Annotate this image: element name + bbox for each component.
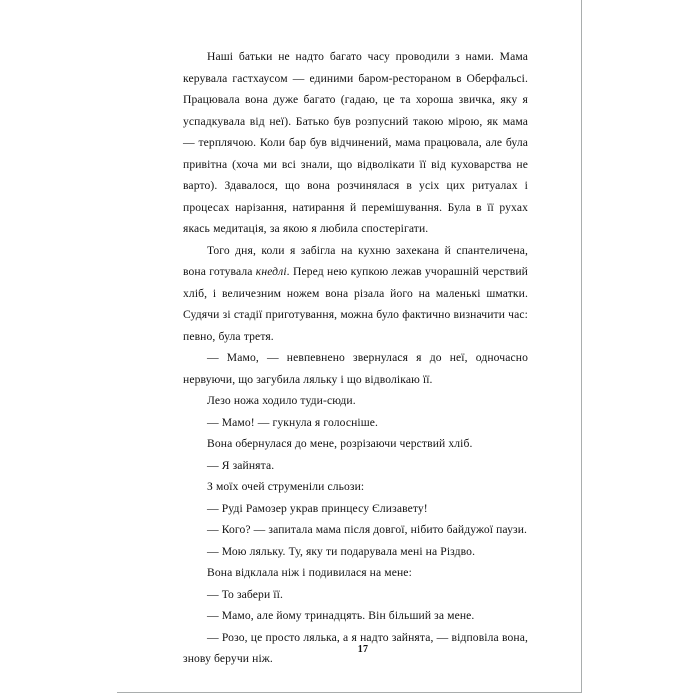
- paragraph-8: З моїх очей струменіли сльози:: [207, 480, 365, 493]
- paragraph-6: Вона обернулася до мене, розрізаючи черствий хліб.: [207, 437, 473, 450]
- body-text-column: [183, 46, 528, 670]
- paragraph-2: [183, 240, 528, 348]
- page-edge-rule-vertical: [581, 0, 582, 693]
- paragraph-1: Наші батьки не надто багато часу проводили з нами. Мама керувала гастхаусом — единими баром-рестораном в Оберфальсі. Працювала вона дуже багато (гадаю, це та хороша звичка, яку я успадкувала від неї). Батько був розпусний такою мірою, як мама — терплячою. Коли бар був відчинений, мама працювала, але була привітна (хоча ми всі знали, що відволікати її від куховарства не варто). Здавалося, що вона розчинялася в усіх цих ритуалах і процесах нарізання, натирання й перемішування. Була в її рухах якась медитація, за якою я любила спостерігати.: [183, 50, 528, 235]
- paragraph-7-dialogue: — Я зайнята.: [207, 458, 275, 472]
- paragraph-11-dialogue: — Мою ляльку. Ту, яку ти подарувала мені на Різдво.: [207, 544, 476, 558]
- paragraph-2-text-before: Того дня, коли я забігла на кухню захекана й спантеличена, вона готувала: [183, 243, 528, 278]
- paragraph-10-dialogue: — Кого? — запитала мама після довгої, нібито байдужої паузи.: [207, 523, 528, 536]
- paragraph-4: Лезо ножа ходило туди-сюди.: [207, 394, 356, 407]
- page-number-value: 17: [357, 644, 369, 655]
- paragraph-12: Вона відклала ніж і подивилася на мене:: [207, 566, 412, 579]
- page-number-folio: [0, 644, 700, 655]
- paragraph-9-dialogue: — Руді Рамозер украв принцесу Єлизавету!: [207, 501, 428, 515]
- paragraph-13-dialogue: — То забери її.: [207, 587, 283, 601]
- page-edge-rule-horizontal: [117, 692, 582, 693]
- paragraph-3-dialogue: — Мамо, — невпевнено звернулася я до неї, одночасно нервуючи, що загубила ляльку і що відволікаю її.: [183, 351, 528, 386]
- paragraph-15-dialogue: — Розо, це просто лялька, а я надто зайнята, — відповіла вона, знову беручи ніж.: [183, 630, 528, 665]
- paragraph-5-dialogue: — Мамо! — гукнула я голосніше.: [207, 415, 379, 429]
- paragraph-14-dialogue: — Мамо, але йому тринадцять. Він більший за мене.: [207, 609, 475, 622]
- italic-term-knedli: кнедлі: [255, 265, 287, 278]
- paragraph-2-text-after: . Перед нею купкою лежав учорашній черствий хліб, і величезним ножем вона різала його на маленькі шматки. Судячи зі стадії приготування, можна було фактично визначити час: певно, була третя.: [183, 265, 528, 343]
